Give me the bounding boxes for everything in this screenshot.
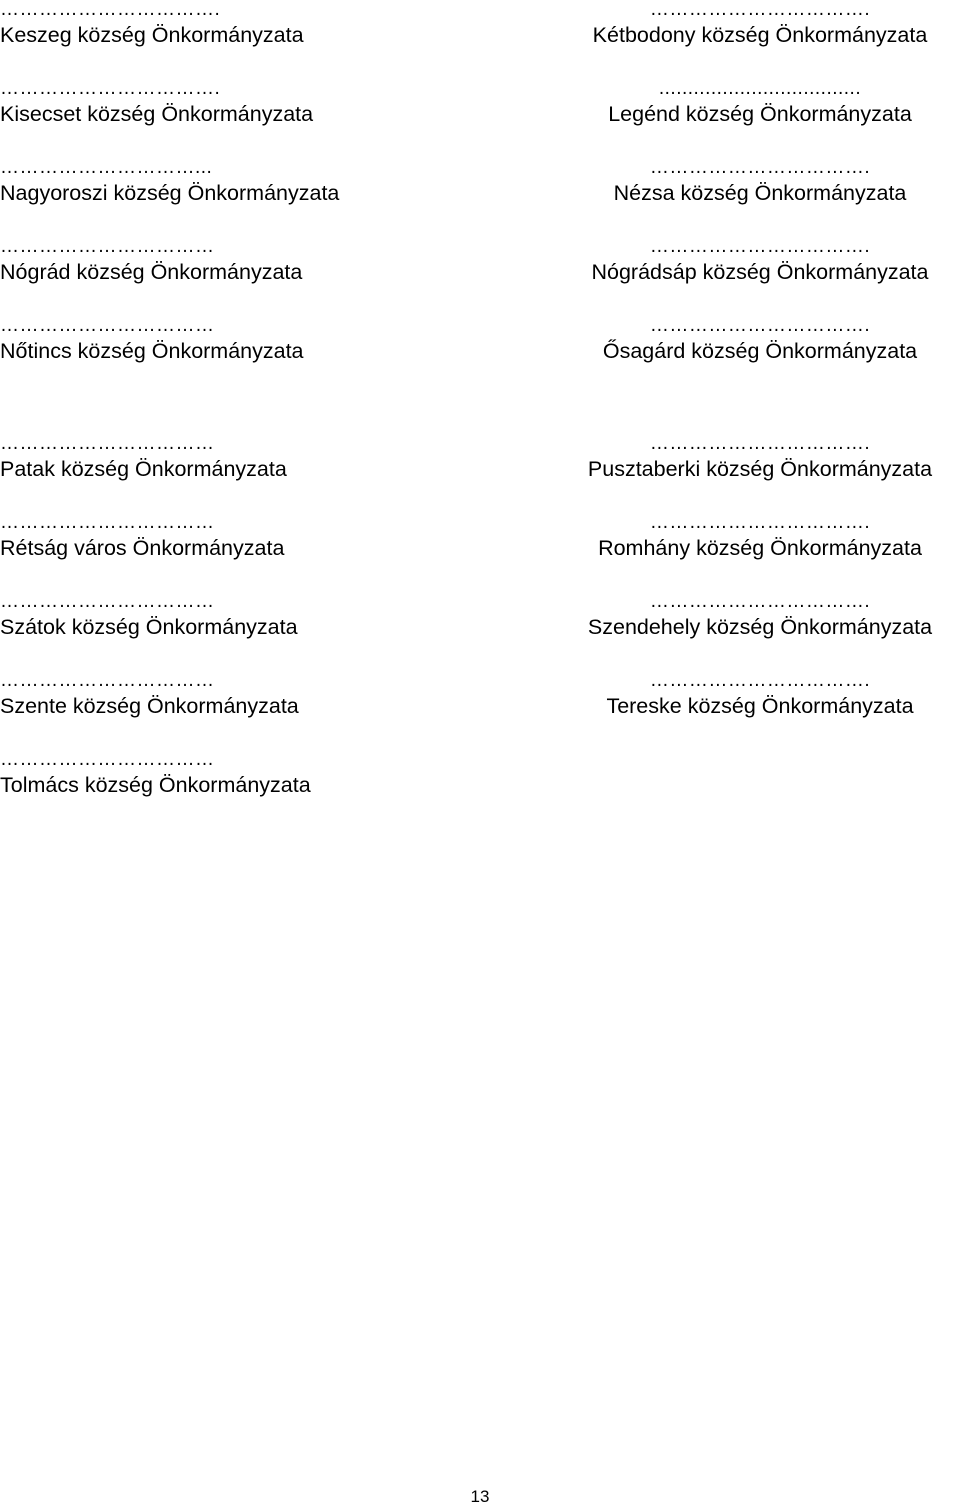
signature-block <box>560 237 960 307</box>
signatory-name: Ősagárd község Önkormányzata <box>602 339 918 363</box>
signature-line: …………………………… <box>0 237 215 257</box>
signature-line: ……………………………. <box>649 316 871 336</box>
signature-block <box>0 671 400 741</box>
signature-line: …………………………… <box>0 592 215 612</box>
signature-block <box>0 79 400 149</box>
signature-block <box>0 513 400 583</box>
signatory-name: Nőtincs község Önkormányzata <box>0 339 304 363</box>
signature-line: ……………………………. <box>649 513 871 533</box>
signature-line: …………………………… <box>0 316 215 336</box>
signature-block <box>560 434 960 504</box>
signature-line: ……………………………. <box>649 0 871 20</box>
signatory-name: Kisecset község Önkormányzata <box>0 102 314 126</box>
signature-line: ……………………………. <box>0 79 221 99</box>
signatory-name: Nógrád község Önkormányzata <box>0 260 303 284</box>
signature-line: …………………………… <box>0 513 215 533</box>
signature-block <box>560 513 960 583</box>
signature-block <box>0 316 400 386</box>
signature-block <box>0 158 400 228</box>
signatory-name: Tolmács község Önkormányzata <box>0 773 311 797</box>
signatory-name: Rétság város Önkormányzata <box>0 536 285 560</box>
signature-line: ……………………………. <box>0 0 221 20</box>
signatory-name: Tereske község Önkormányzata <box>606 694 914 718</box>
signature-block <box>0 592 400 662</box>
signature-block <box>560 316 960 386</box>
signature-line: ……………………………. <box>649 434 871 454</box>
signature-block <box>0 750 400 820</box>
signatory-name: Legénd község Önkormányzata <box>608 102 912 126</box>
signatory-name: Szente község Önkormányzata <box>0 694 299 718</box>
signature-line: ................................... <box>658 79 862 99</box>
signature-line: ……………………………. <box>649 158 871 178</box>
signature-line: ……………………………. <box>649 671 871 691</box>
signature-line: ……………………………. <box>649 237 871 257</box>
signature-line: ……………………………. <box>649 592 871 612</box>
signature-block <box>0 434 400 504</box>
signature-block <box>560 592 960 662</box>
signature-block <box>0 237 400 307</box>
signatory-name: Romhány község Önkormányzata <box>598 536 922 560</box>
signature-line: …………………………… <box>0 750 215 770</box>
signatory-name: Nézsa község Önkormányzata <box>613 181 907 205</box>
signatory-name: Nagyoroszi község Önkormányzata <box>0 181 340 205</box>
signature-block <box>560 79 960 149</box>
page-number: 13 <box>470 1487 490 1506</box>
signatory-name: Patak község Önkormányzata <box>0 457 287 481</box>
signatory-name: Szátok község Önkormányzata <box>0 615 298 639</box>
signatory-name: Kétbodony község Önkormányzata <box>592 23 928 47</box>
signature-block <box>560 0 960 70</box>
signatory-name: Keszeg község Önkormányzata <box>0 23 304 47</box>
signature-line: …………………………… <box>0 434 215 454</box>
signatory-name: Szendehely község Önkormányzata <box>587 615 933 639</box>
signature-line: …………………………… <box>0 671 215 691</box>
signature-block <box>560 158 960 228</box>
signature-block <box>0 0 400 70</box>
signature-line: …………………………... <box>0 158 213 178</box>
signatory-name: Nógrádsáp község Önkormányzata <box>591 260 929 284</box>
signature-block <box>560 671 960 741</box>
signatory-name: Pusztaberki község Önkormányzata <box>587 457 933 481</box>
